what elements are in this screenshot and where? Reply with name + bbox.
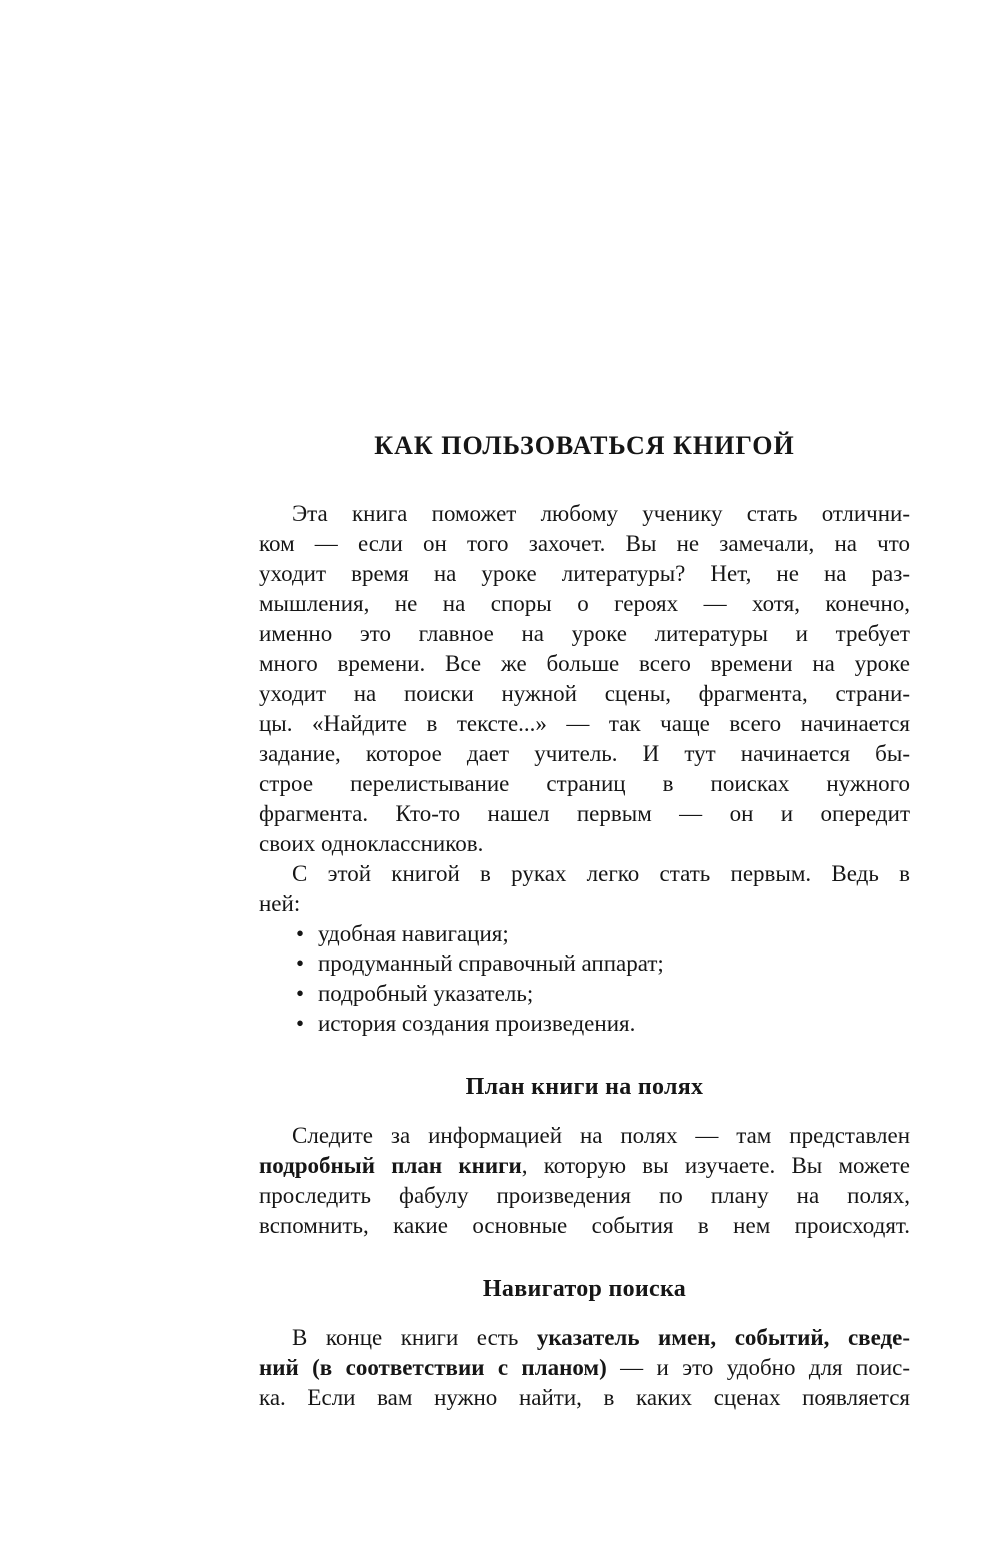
- text-line: ка. Если вам нужно найти, в каких сценах появляется: [259, 1385, 910, 1410]
- features-bullet-list: [259, 919, 910, 1039]
- bullet-dot-icon: •: [296, 921, 305, 946]
- text-line: цы. «Найдите в тексте...» — так чаще всего начинается: [259, 711, 910, 736]
- bullet-item: • удобная навигация;: [259, 919, 910, 949]
- text-line: Эта книга поможет любому ученику стать отлични-: [292, 501, 910, 526]
- bullet-item: • подробный указатель;: [259, 979, 910, 1009]
- text-line: уходит на поиски нужной сцены, фрагмента, страни-: [259, 681, 910, 706]
- plan-on-margins-paragraph: [259, 1121, 910, 1241]
- text-line: ней:: [259, 891, 301, 916]
- bullet-dot-icon: •: [296, 1011, 305, 1036]
- page-title: КАК ПОЛЬЗОВАТЬСЯ КНИГОЙ: [374, 431, 795, 460]
- text-line: ком — если он того захочет. Вы не замечали, на что: [259, 531, 910, 556]
- text-line: вспомнить, какие основные события в нем происходят.: [259, 1213, 910, 1238]
- blocks: [259, 499, 910, 1413]
- text-line: уходит время на уроке литературы? Нет, не на раз-: [259, 561, 910, 586]
- text-line: много времени. Все же больше всего времени на уроке: [259, 651, 910, 676]
- text-line: фрагмента. Кто-то нашел первым — он и опередит: [259, 801, 910, 826]
- search-navigator-heading: Навигатор поиска: [482, 1276, 687, 1302]
- intro-paragraph: [259, 499, 910, 859]
- plan-on-margins-heading: План книги на полях: [465, 1074, 704, 1100]
- bullet-dot-icon: •: [296, 981, 305, 1006]
- text-line: именно это главное на уроке литературы и требует: [259, 621, 910, 646]
- text-block: [259, 0, 910, 1413]
- bullet-item: • продуманный справочный аппарат;: [259, 949, 910, 979]
- text-line: подробный план книги, которую вы изучаете. Вы можете: [259, 1153, 910, 1178]
- bullet-dot-icon: •: [296, 951, 305, 976]
- text-line: строе перелистывание страниц в поисках нужного: [259, 771, 910, 796]
- text-line: задание, которое дает учитель. И тут начинается бы-: [259, 741, 910, 766]
- text-line: своих одноклассников.: [259, 831, 484, 856]
- text-line: Следите за информацией на полях — там представлен: [292, 1123, 910, 1148]
- bullet-item: • история создания произведения.: [259, 1009, 910, 1039]
- text-line: проследить фабулу произведения по плану на полях,: [259, 1183, 910, 1208]
- text-line: ний (в соответствии с планом) — и это удобно для поис-: [259, 1355, 910, 1380]
- book-benefits-intro-paragraph: [259, 859, 910, 919]
- text-line: С этой книгой в руках легко стать первым. Ведь в: [292, 861, 910, 886]
- text-line: В конце книги есть указатель имен, событий, сведе-: [292, 1325, 910, 1350]
- search-navigator-paragraph: [259, 1323, 910, 1413]
- text-line: мышления, не на споры о героях — хотя, конечно,: [259, 591, 910, 616]
